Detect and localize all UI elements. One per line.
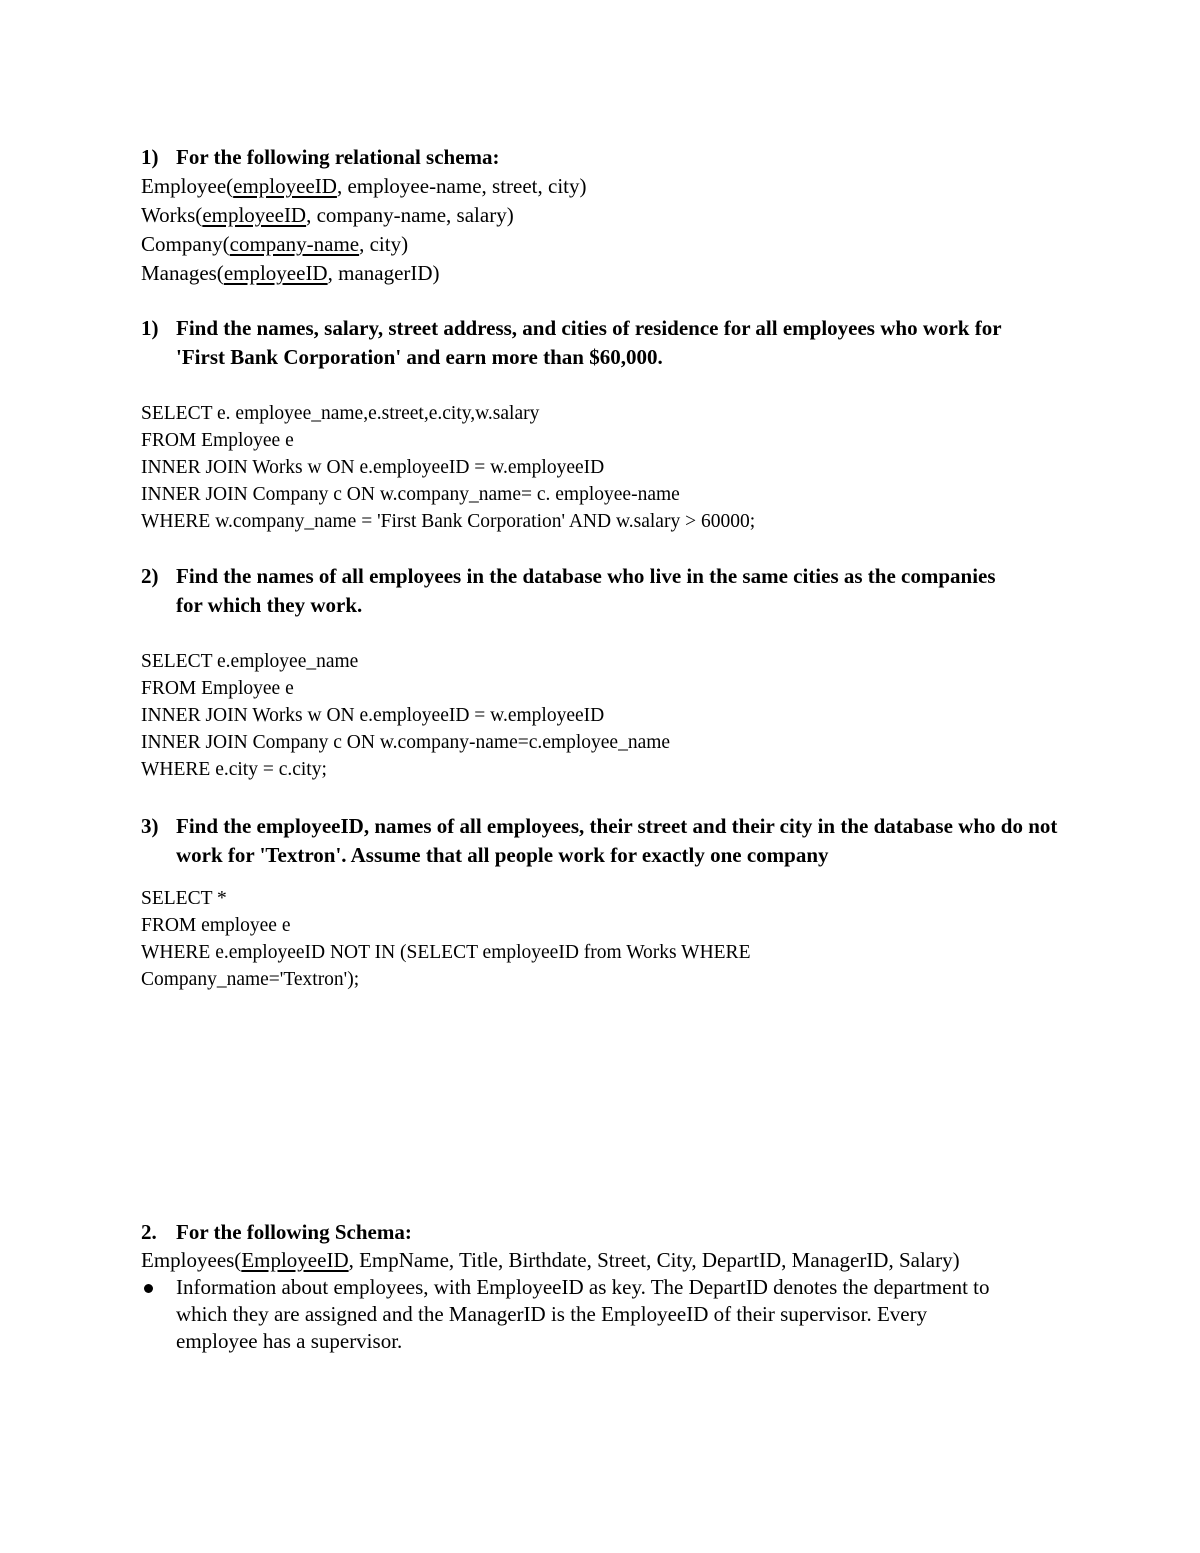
section-2-number: 2. [141, 1220, 157, 1244]
section-1-number: 1) [141, 145, 159, 169]
question-2 [141, 562, 1021, 620]
question-text: Find the employeeID, names of all employees, their street and their city in the database who do not work for 'Textron'. Assume that all people work for exactly one company [176, 814, 1058, 867]
sql-line: FROM Employee e [141, 678, 294, 699]
sql-line: INNER JOIN Works w ON e.employeeID = w.employeeID [141, 705, 605, 726]
section-1-heading [141, 143, 1071, 172]
primary-key: employeeID [233, 174, 337, 198]
question-number: 2) [141, 564, 159, 588]
question-number: 1) [141, 316, 159, 340]
section-2 [141, 1218, 1011, 1355]
sql-line: INNER JOIN Company c ON w.company_name= c. employee-name [141, 484, 680, 505]
section-2-title: For the following Schema: [176, 1220, 412, 1244]
schema-employee: Employee(employeeID, employee-name, street, city) [141, 174, 587, 198]
sql-line: SELECT e. employee_name,e.street,e.city,w.salary [141, 403, 540, 424]
sql-line: INNER JOIN Works w ON e.employeeID = w.employeeID [141, 457, 605, 478]
sql-line: FROM employee e [141, 915, 291, 936]
primary-key: employeeID [223, 261, 328, 285]
sql-line: WHERE e.city = c.city; [141, 759, 327, 780]
schema-works: Works(employeeID, company-name, salary) [141, 203, 514, 227]
sql-line: WHERE e.employeeID NOT IN (SELECT employeeID from Works WHERE [141, 942, 751, 963]
sql-line: SELECT e.employee_name [141, 651, 359, 672]
question-1 [141, 314, 1041, 372]
schema-manages: Manages(employeeID, managerID) [141, 261, 440, 285]
sql-block-1 [141, 400, 1071, 535]
sql-line: SELECT * [141, 888, 227, 909]
question-1-prompt [141, 314, 1041, 372]
schema-company: Company(company-name, city) [141, 232, 409, 256]
primary-key: employeeID [202, 203, 307, 227]
sql-line: FROM Employee e [141, 430, 294, 451]
question-2-prompt [141, 562, 1021, 620]
sql-line: Company_name='Textron'); [141, 969, 360, 990]
question-text: Find the names of all employees in the database who live in the same cities as the companies for which they work. [176, 564, 996, 617]
sql-block-3 [141, 885, 1071, 993]
bullet-item [141, 1274, 1011, 1355]
bullet-text: Information about employees, with EmployeeID as key. The DepartID denotes the department to which they are assigned and the ManagerID is the EmployeeID of their supervisor. Every employee has a supervisor. [176, 1275, 990, 1353]
sql-block-2 [141, 648, 1071, 783]
question-3-prompt [141, 812, 1091, 870]
section-1-title: For the following relational schema: [176, 145, 500, 169]
section-1 [141, 143, 1071, 288]
question-number: 3) [141, 814, 159, 838]
bullet-icon [144, 1284, 153, 1293]
sql-line: INNER JOIN Company c ON w.company-name=c.employee_name [141, 732, 671, 753]
primary-key: company-name [229, 232, 360, 256]
primary-key: EmployeeID [241, 1248, 349, 1272]
sql-line: WHERE w.company_name = 'First Bank Corporation' AND w.salary > 60000; [141, 511, 756, 532]
question-3 [141, 812, 1091, 870]
section-2-heading [141, 1218, 1011, 1247]
question-text: Find the names, salary, street address, and cities of residence for all employees who work for 'First Bank Corporation' and earn more than $60,000. [176, 316, 1002, 369]
schema-employees: Employees(EmployeeID, EmpName, Title, Birthdate, Street, City, DepartID, ManagerID, Salary) [141, 1248, 960, 1272]
